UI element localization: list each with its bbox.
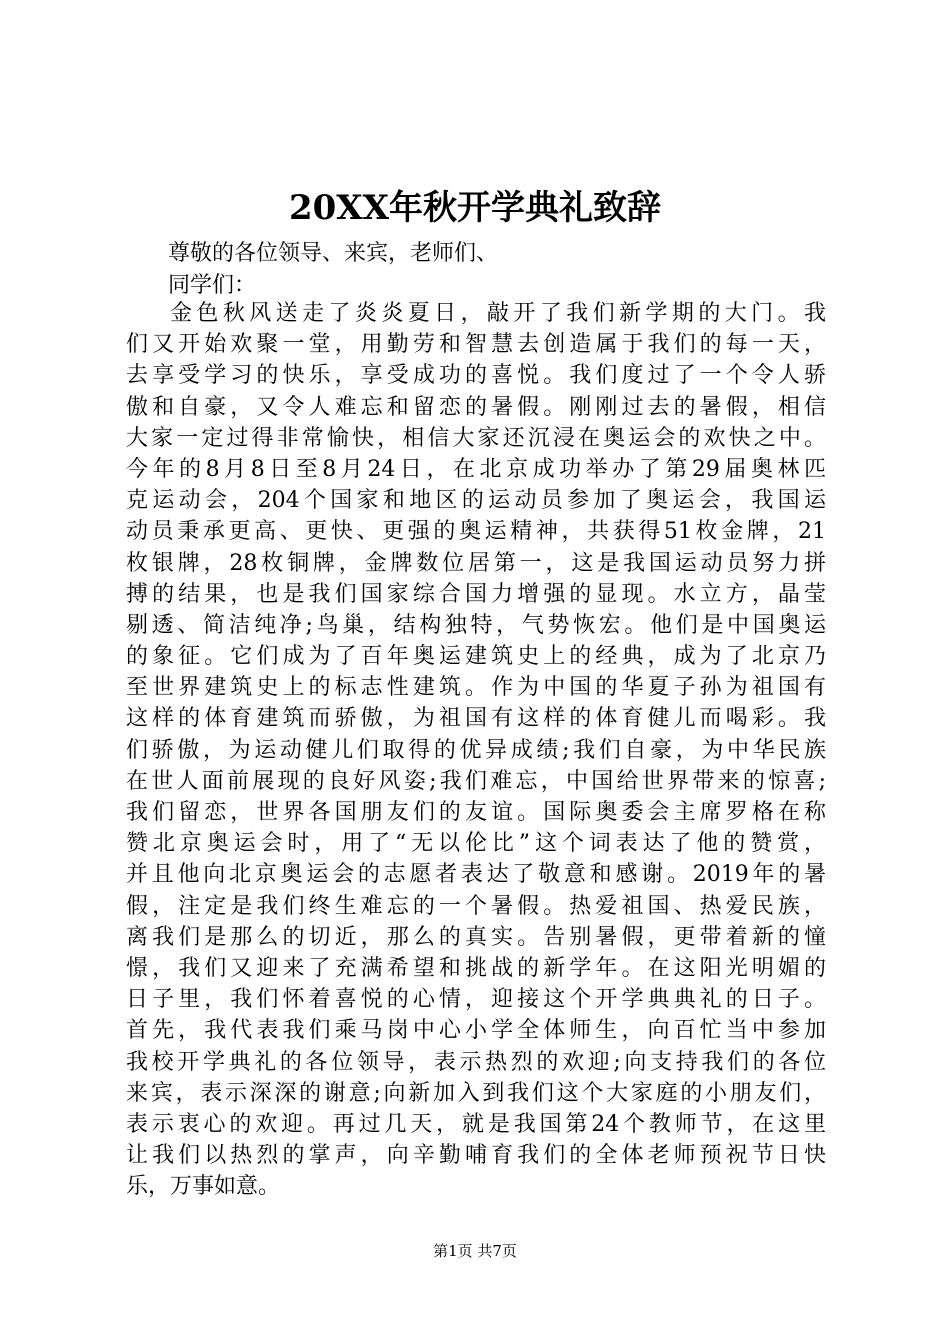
- body-line: 剔透、简洁纯净;鸟巢，结构独特，气势恢宏。他们是中国奥运: [126, 612, 826, 638]
- body-line: 我们留恋，世界各国朋友们的友谊。国际奥委会主席罗格在称: [126, 800, 826, 825]
- body-line: 克运动会，204个国家和地区的运动员参加了奥运会，我国运: [126, 488, 826, 514]
- body-line: 赞北京奥运会时，用了“无以伦比”这个词表达了他的赞赏，: [126, 831, 826, 857]
- body-line: 离我们是那么的切近，那么的真实。告别暑假，更带着新的憧: [126, 924, 826, 950]
- body-line: 日子里，我们怀着喜悦的心情，迎接这个开学典典礼的日子。: [126, 987, 826, 1013]
- body-line: 来宾，表示深深的谢意;向新加入到我们这个大家庭的小朋友们，: [126, 1080, 826, 1106]
- speech-body: [126, 298, 826, 1202]
- body-line: 并且他向北京奥运会的志愿者表达了敬意和感谢。2019年的暑: [126, 862, 826, 888]
- salutation-line-2: 同学们：: [168, 273, 257, 298]
- body-line: 今年的8月8日至8月24日，在北京成功举办了第29届奥林匹: [126, 456, 826, 482]
- body-line: 傲和自豪，又令人难忘和留恋的暑假。刚刚过去的暑假，相信: [126, 394, 826, 420]
- body-line: 们骄傲，为运动健儿们取得的优异成绩;我们自豪，为中华民族: [126, 737, 826, 763]
- body-line: 在世人面前展现的良好风姿;我们难忘，中国给世界带来的惊喜;: [126, 768, 826, 794]
- body-line: 我校开学典礼的各位领导，表示热烈的欢迎;向支持我们的各位: [126, 1049, 826, 1075]
- page-footer: 第1页 共7页: [433, 1242, 517, 1260]
- body-line: 搏的结果，也是我们国家综合国力增强的显现。水立方，晶莹: [126, 581, 826, 607]
- body-line: 至世界建筑史上的标志性建筑。作为中国的华夏子孙为祖国有: [126, 675, 826, 701]
- body-line: 这样的体育建筑而骄傲，为祖国有这样的体育健儿而喝彩。我: [126, 706, 826, 732]
- body-line: 去享受学习的快乐，享受成功的喜悦。我们度过了一个令人骄: [126, 363, 826, 389]
- body-line: 的象征。它们成为了百年奥运建筑史上的经典，成为了北京乃: [126, 644, 826, 670]
- body-line: 金色秋风送走了炎炎夏日，敲开了我们新学期的大门。我: [170, 301, 826, 326]
- body-line: 首先，我代表我们乘马岗中心小学全体师生，向百忙当中参加: [126, 1018, 826, 1044]
- body-line: 让我们以热烈的掌声，向辛勤哺育我们的全体老师预祝节日快: [126, 1143, 826, 1169]
- document-title: 20XX年秋开学典礼致辞: [288, 188, 662, 228]
- body-line: 大家一定过得非常愉快，相信大家还沉浸在奥运会的欢快之中。: [126, 425, 826, 451]
- body-line: 憬，我们又迎来了充满希望和挑战的新学年。在这阳光明媚的: [126, 955, 826, 981]
- salutation-line-1: 尊敬的各位领导、来宾，老师们、: [168, 241, 499, 266]
- body-line: 们又开始欢聚一堂，用勤劳和智慧去创造属于我们的每一天，: [126, 332, 826, 358]
- body-line: 表示衷心的欢迎。再过几天，就是我国第24个教师节，在这里: [126, 1111, 826, 1137]
- body-line: 枚银牌，28枚铜牌，金牌数位居第一，这是我国运动员努力拼: [126, 550, 826, 576]
- body-line: 动员秉承更高、更快、更强的奥运精神，共获得51枚金牌，21: [126, 519, 826, 545]
- body-line: 假，注定是我们终生难忘的一个暑假。热爱祖国、热爱民族，: [126, 893, 826, 919]
- body-line: 乐，万事如意。: [126, 1174, 281, 1200]
